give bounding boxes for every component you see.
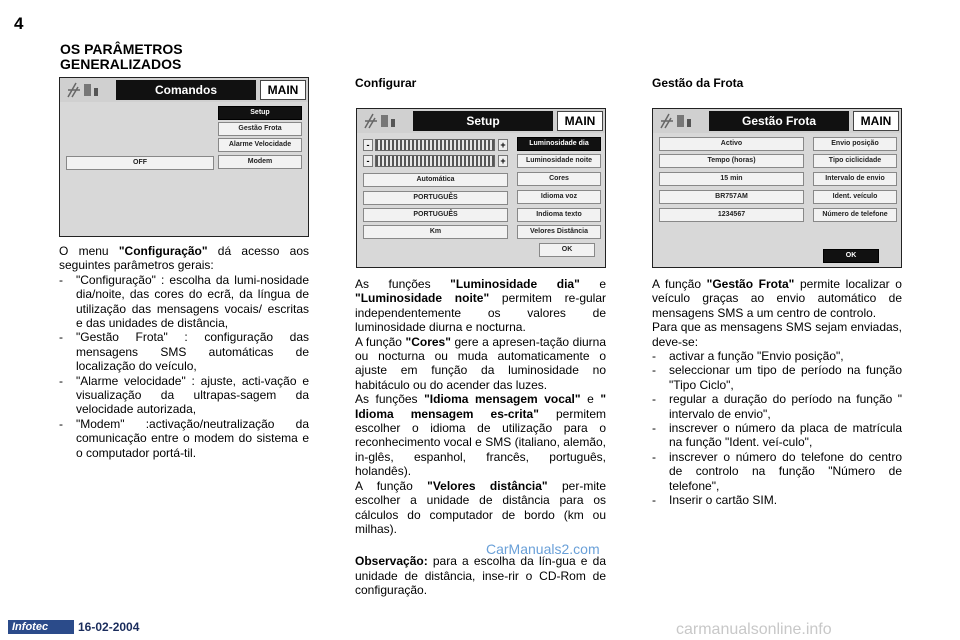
observation: Observação: para a escolha da lín-gua e da unidade de distância, inse-rir o CD-Rom de configuração. (355, 554, 606, 598)
comandos-screen (59, 77, 309, 237)
status-icons (66, 81, 114, 99)
luminosidade-noite-slider[interactable] (375, 155, 495, 167)
paragraph: A função "Gestão Frota" permite localizar o veículo graças ao envio automático de mensagens SMS a um centro de controlo. (652, 277, 902, 320)
ident-veiculo-button[interactable]: Ident. veículo (813, 190, 897, 204)
gestao-frota-screen (652, 108, 902, 268)
configurar-heading: Configurar (355, 76, 417, 90)
list-item: - "Configuração" : escolha da lumi-nosidade dia/noite, das cores do ecrã, da língua de utilização das mensagens vocais/ escritas e das unidades de distância, (59, 272, 309, 331)
ok-button[interactable]: OK (823, 249, 879, 263)
section-title (60, 42, 183, 72)
envio-posicao-button[interactable]: Envio posição (813, 137, 897, 151)
cores-field[interactable]: Automática (363, 173, 508, 187)
paragraph: As funções "Idioma mensagem vocal" e " Idioma mensagem es-crita" permitem escolher o idioma de utilização para o reconhecimento vocal e SMS (italiano, alemão, in-glês, espanhol, francês, português, holandês). (355, 392, 607, 479)
luminosidade-dia-button[interactable]: Luminosidade dia (517, 137, 601, 151)
list-item: - "Gestão Frota" : configuração das mensagens SMS automáticas de localização do veículo, (59, 330, 309, 374)
list-item: - "Alarme velocidade" : ajuste, acti-vação e visualização da ultrapas-sagem da velocidade autorizada, (59, 373, 309, 417)
decrease-button[interactable]: - (363, 155, 373, 167)
tipo-ciclicidade-button[interactable]: Tipo ciclicidade (813, 154, 897, 168)
screen-title: Setup (413, 111, 553, 131)
luminosidade-noite-button[interactable]: Luminosidade noite (517, 154, 601, 168)
paragraph: A função "Velores distância" per-mite escolher a unidade de distância para os cálculos do computador de bordo (km ou milhas). (355, 478, 606, 536)
watermark: carmanualsonline.info (676, 621, 832, 638)
gestao-frota-heading: Gestão da Frota (652, 76, 744, 90)
setup-screen (356, 108, 606, 268)
infotec-logo: Infotec (8, 620, 74, 634)
list-item: - seleccionar um tipo de período na função "Tipo Ciclo", (652, 363, 902, 392)
watermark: CarManuals2.com (486, 541, 600, 557)
main-button[interactable]: MAIN (853, 111, 899, 131)
list-item: - inscrever o número da placa de matrícula na função "Ident. veí-culo", (652, 421, 902, 450)
section-title-line2: GENERALIZADOS (60, 56, 182, 72)
setup-button[interactable]: Setup (218, 106, 302, 120)
luminosidade-dia-slider[interactable] (375, 139, 495, 151)
list-item: - activar a função "Envio posição", (652, 349, 844, 364)
section-title-line1: OS PARÂMETROS (60, 41, 183, 57)
ident-veiculo-field[interactable]: BR757AM (659, 190, 804, 204)
ok-button[interactable]: OK (539, 243, 595, 257)
off-field[interactable]: OFF (66, 156, 214, 170)
list-item: - regular a duração do período na função " intervalo de envio", (652, 392, 902, 421)
modem-button[interactable]: Modem (218, 155, 302, 169)
paragraph: A função "Cores" gere a apresen-tação diurna ou nocturna ou muda automaticamente o ajuste em função da luminosidade no habitáculo ou do acender das luzes. (355, 334, 606, 392)
decrease-button[interactable]: - (363, 139, 373, 151)
alarme-velocidade-button[interactable]: Alarme Velocidade (218, 138, 302, 152)
page-number: 4 (14, 14, 24, 33)
cores-button[interactable]: Cores (517, 172, 601, 186)
list-item: - Inserir o cartão SIM. (652, 493, 778, 508)
status-icons (659, 112, 707, 130)
main-button[interactable]: MAIN (557, 111, 603, 131)
intervalo-envio-button[interactable]: Intervalo de envio (813, 172, 897, 186)
footer-date: 16-02-2004 (78, 620, 140, 634)
envio-posicao-field[interactable]: Activo (659, 137, 804, 151)
screen-title: Gestão Frota (709, 111, 849, 131)
idioma-voz-field[interactable]: PORTUGUÊS (363, 191, 508, 205)
paragraph: Para que as mensagens SMS sejam enviadas, deve-se: (652, 320, 902, 349)
list-item: - inscrever o número do telefone do centro de controlo na função "Número de telefone", (652, 449, 902, 493)
valores-distancia-button[interactable]: Velores Distância (517, 225, 601, 239)
numero-telefone-button[interactable]: Número de telefone (813, 208, 897, 222)
list-item: - "Modem" :activação/neutralização da comunicação entre o modem do sistema e o computador portá-til. (59, 416, 309, 460)
status-icons (363, 112, 411, 130)
screen-title: Comandos (116, 80, 256, 100)
increase-button[interactable]: + (498, 139, 508, 151)
tipo-ciclicidade-field[interactable]: Tempo (horas) (659, 154, 804, 168)
main-button[interactable]: MAIN (260, 80, 306, 100)
idioma-texto-field[interactable]: PORTUGUÊS (363, 208, 508, 222)
intervalo-envio-field[interactable]: 15 min (659, 172, 804, 186)
increase-button[interactable]: + (498, 155, 508, 167)
col3-text (652, 277, 902, 508)
paragraph: As funções "Luminosidade dia" e "Luminosidade noite" permitem re-gular independentemente os valores de luminosidade diurna e nocturna. (355, 277, 607, 335)
col1-intro: O menu "Configuração" dá acesso aos seguintes parâmetros gerais: (59, 244, 309, 273)
distancia-field[interactable]: Km (363, 225, 508, 239)
gestao-frota-button[interactable]: Gestão Frota (218, 122, 302, 136)
idioma-voz-button[interactable]: Idioma voz (517, 190, 601, 204)
col1-text (59, 244, 309, 460)
idioma-texto-button[interactable]: Indioma texto (517, 208, 601, 222)
numero-telefone-field[interactable]: 1234567 (659, 208, 804, 222)
